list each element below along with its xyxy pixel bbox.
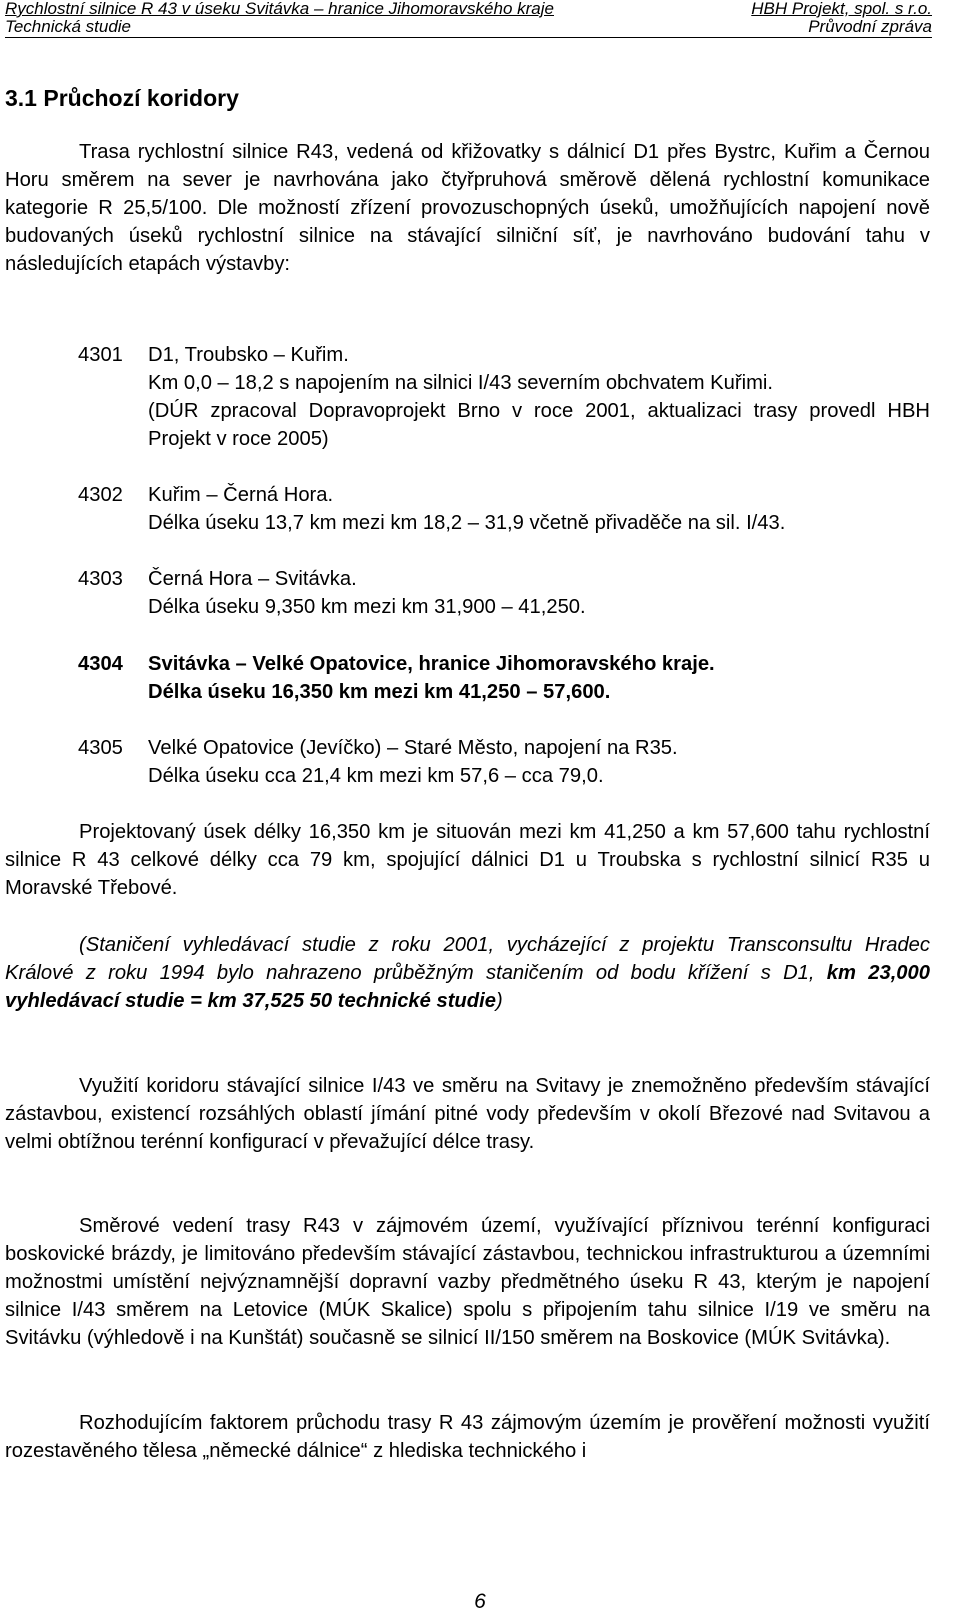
header-divider <box>5 37 932 38</box>
stage-detail: (DÚR zpracoval Dopravoprojekt Brno v roce 2001, aktualizaci trasy provedl HBH Projekt v roce 2005) <box>148 400 930 450</box>
stage-name: Velké Opatovice (Jevíčko) – Staré Město, napojení na R35. <box>148 737 678 759</box>
stage-4301 <box>78 341 930 453</box>
smerove-paragraph: Směrové vedení trasy R43 v zájmovém území, využívající příznivou terénní konfiguraci boskovické brázdy, je limitováno především stávající zástavbou, technickou infrastrukturou a územními možnostmi umístění nejvýznamnější dopravní vazby předmětného úseku R 43, kterým je napojení silnice I/43 směrem na Letovice (MÚK Skalice) spolu s připojením tahu silnice I/19 ve směru na Svitávku (výhledově i na Kunštát) současně se silnicí II/150 směrem na Boskovice (MÚK Svitávka). <box>5 1215 930 1349</box>
staniceni-close: ) <box>495 990 503 1012</box>
stage-4304 <box>78 650 930 706</box>
header-document-title: Rychlostní silnice R 43 v úseku Svitávka – hranice Jihomoravského kraje <box>5 0 554 18</box>
stage-detail: Km 0,0 – 18,2 s napojením na silnici I/43 severním obchvatem Kuřimi. <box>148 372 773 394</box>
rozhodujici-paragraph: Rozhodujícím faktorem průchodu trasy R 43 zájmovým územím je prověření možnosti využití rozestavěného tělesa „německé dálnice“ z hlediska technického i <box>5 1412 930 1462</box>
stage-name: Svitávka – Velké Opatovice, hranice Jihomoravského kraje. <box>148 653 715 675</box>
stage-number: 4302 <box>78 484 123 506</box>
stage-4305 <box>78 734 930 790</box>
stage-detail: Délka úseku 16,350 km mezi km 41,250 – 57,600. <box>148 681 611 703</box>
staniceni-text: (Staničení vyhledávací studie z roku 2001, vycházející z projektu Transconsultu Hradec Králové z roku 1994 bylo nahrazeno průběžným staničením od bodu křížení s D1, <box>5 934 930 984</box>
header-report-type: Průvodní zpráva <box>808 17 932 36</box>
header-company: HBH Projekt, spol. s r.o. <box>751 0 932 18</box>
stage-4302 <box>78 481 930 537</box>
stage-number: 4303 <box>78 568 123 590</box>
project-paragraph: Projektovaný úsek délky 16,350 km je situován mezi km 41,250 a km 57,600 tahu rychlostní silnice R 43 celkové délky cca 79 km, spojující dálnici D1 u Troubska s rychlostní silnicí R35 u Moravské Třebové. <box>5 821 930 899</box>
header-study-type: Technická studie <box>5 17 132 36</box>
stage-detail: Délka úseku 13,7 km mezi km 18,2 – 31,9 včetně přivaděče na sil. I/43. <box>148 512 786 534</box>
section-title: 3.1 Průchozí koridory <box>5 85 239 111</box>
stage-4303 <box>78 565 930 621</box>
stage-number: 4304 <box>78 653 123 675</box>
stage-name: Černá Hora – Svitávka. <box>148 568 357 590</box>
stage-name: D1, Troubsko – Kuřim. <box>148 344 349 366</box>
staniceni-bold-text: km 23,000 vyhledávací studie = km 37,525 50 technické studie <box>5 962 930 1012</box>
staniceni-paragraph <box>5 931 930 1015</box>
stage-number: 4305 <box>78 737 123 759</box>
intro-paragraph: Trasa rychlostní silnice R43, vedená od křižovatky s dálnicí D1 přes Bystrc, Kuřim a Černou Horu směrem na sever je navrhována jako čtyřpruhová směrově dělená rychlostní komunikace kategorie R 25,5/100. Dle možností zřízení provozuschopných úseků, umožňujících napojení nově budovaných úseků rychlostní silnice na stávající silniční síť, je navrhováno budování tahu v následujících etapách výstavby: <box>5 141 930 275</box>
vyuziti-paragraph: Využití koridoru stávající silnice I/43 ve směru na Svitavy je znemožněno především stávající zástavbou, existencí rozsáhlých oblastí jímání pitné vody především v okolí Březové nad Svitavou a velmi obtížnou terénní konfigurací v převažující délce trasy. <box>5 1075 930 1153</box>
stage-name: Kuřim – Černá Hora. <box>148 484 334 506</box>
stage-detail: Délka úseku 9,350 km mezi km 31,900 – 41,250. <box>148 596 586 618</box>
stage-number: 4301 <box>78 344 123 366</box>
page-number: 6 <box>474 1590 486 1613</box>
stage-detail: Délka úseku cca 21,4 km mezi km 57,6 – cca 79,0. <box>148 765 604 787</box>
